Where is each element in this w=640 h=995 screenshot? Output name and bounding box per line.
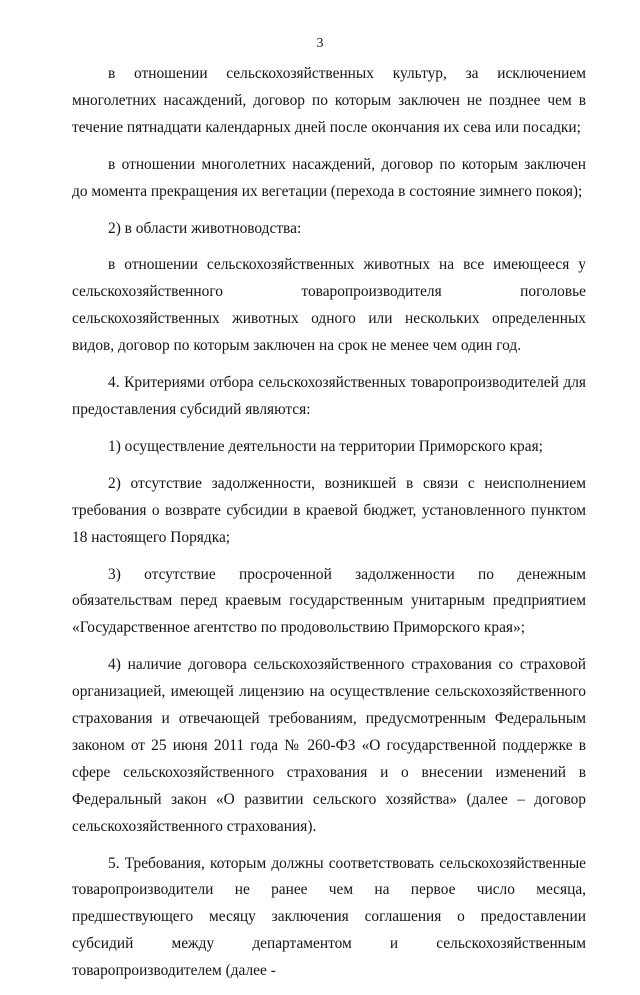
paragraph: 2) отсутствие задолженности, возникшей в связи с неисполнением требования о возврате субсидии в краевой бюджет, установленного пунктом 18 настоящего Порядка; xyxy=(72,474,586,546)
paragraph: в отношении сельскохозяйственных животных на все имеющееся у сельскохозяйственного товаропроизводителя поголовье сельскохозяйственных животных одного или нескольких определенных видов, договор по которым заключен на срок не менее чем один год. xyxy=(72,256,586,355)
paragraph: 4. Критериями отбора сельскохозяйственных товаропроизводителей для предоставления субсидий являются: xyxy=(72,374,586,418)
document-body xyxy=(72,61,586,995)
paragraph: 1) осуществление деятельности на территории Приморского края; xyxy=(108,437,543,455)
paragraph: 4) наличие договора сельскохозяйственного страхования со страховой организацией, имеющей лицензию на осуществление сельскохозяйственного страхования и отвечающей требованиям, предусмотренным Федеральным законом от 25 июня 2011 года № 260-ФЗ «О государственной поддержке в сфере сельскохозяйственного страхования и о внесении изменений в Федеральный закон «О развитии сельского хозяйства» (далее – договор сельскохозяйственного страхования). xyxy=(72,656,586,835)
paragraph: 3) отсутствие просроченной задолженности по денежным обязательствам перед краевым государственным унитарным предприятием «Государственное агентство по продовольствию Приморского края»; xyxy=(72,565,586,637)
paragraph: в отношении сельскохозяйственных культур, за исключением многолетних насаждений, договор по которым заключен не позднее чем в течение пятнадцати календарных дней после окончания их сева или посадки; xyxy=(72,65,586,136)
paragraph: 5. Требования, которым должны соответствовать сельскохозяйственные товаропроизводители не ранее чем на первое число месяца, предшествующего месяцу заключения соглашения о предоставлении субсидий между департаментом и сельскохозяйственным товаропроизводителем (далее - xyxy=(72,854,586,980)
paragraph: в отношении многолетних насаждений, договор по которым заключен до момента прекращения их вегетации (перехода в состояние зимнего покоя); xyxy=(72,155,586,200)
page-number: 3 xyxy=(316,36,324,51)
paragraph: 2) в области животноводства: xyxy=(108,219,302,237)
